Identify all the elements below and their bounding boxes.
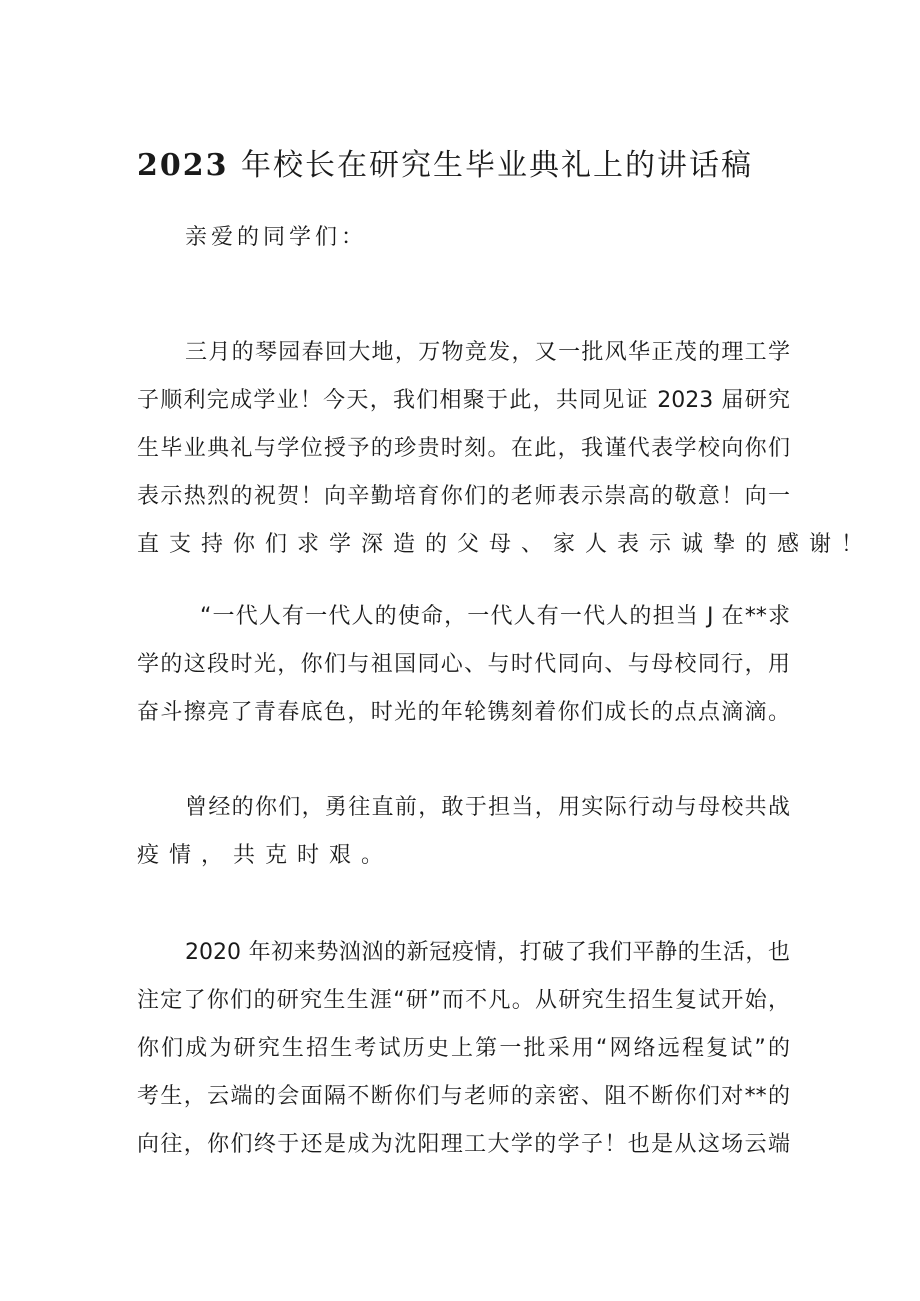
paragraph-line: 生毕业典礼与学位授予的珍贵时刻。在此，我谨代表学校向你们 bbox=[137, 436, 790, 461]
paragraph-line: 考生，云端的会面隔不断你们与老师的亲密、阻不断你们对**的 bbox=[137, 1084, 790, 1109]
title-year: 2023 bbox=[137, 148, 241, 183]
paragraph-line: 表示热烈的祝贺！向辛勤培育你们的老师表示崇高的敬意！向一 bbox=[137, 484, 790, 509]
paragraph-line: 三月的琴园春回大地，万物竞发，又一批风华正茂的理工学 bbox=[185, 340, 790, 365]
paragraph-line: 学的这段时光，你们与祖国同心、与时代同向、与母校同行，用 bbox=[137, 652, 790, 677]
paragraph-line: 子顺利完成学业！今天，我们相聚于此，共同见证 2023 届研究 bbox=[137, 388, 790, 413]
paragraph-line: 注定了你们的研究生生涯“研”而不凡。从研究生招生复试开始， bbox=[137, 988, 790, 1013]
paragraph-line: 直支持你们求学深造的父母、家人表示诚挚的感谢！ bbox=[137, 532, 874, 557]
paragraph-line: 向往，你们终于还是成为沈阳理工大学的学子！也是从这场云端 bbox=[137, 1132, 790, 1157]
paragraph-line: 奋斗擦亮了青春底色，时光的年轮镌刻着你们成长的点点滴滴。 bbox=[137, 700, 790, 725]
document-title: 2023 年校长在研究生毕业典礼上的讲话稿 bbox=[137, 148, 753, 183]
paragraph-line: “一代人有一代人的使命，一代人有一代人的担当 J 在**求 bbox=[200, 604, 790, 629]
paragraph-line: 你们成为研究生招生考试历史上第一批采用“网络远程复试”的 bbox=[137, 1036, 790, 1061]
paragraph-line: 曾经的你们，勇往直前，敢于担当，用实际行动与母校共战 bbox=[185, 795, 790, 820]
paragraph-line: 疫情，共克时艰。 bbox=[137, 843, 394, 868]
greeting: 亲爱的同学们： bbox=[185, 225, 368, 250]
paragraph-line: 2020 年初来势汹汹的新冠疫情，打破了我们平静的生活，也 bbox=[185, 940, 790, 965]
